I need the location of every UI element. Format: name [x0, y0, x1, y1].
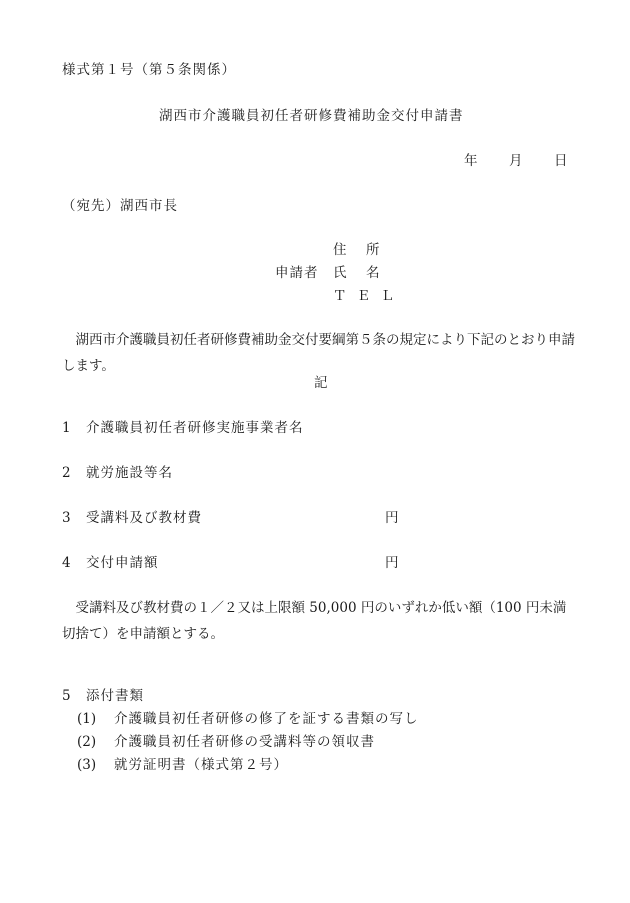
applicant-label: 申請者 — [275, 265, 319, 281]
attachment-number: (3) — [77, 757, 97, 773]
item-number: 4 — [62, 555, 71, 571]
applicant-address-label: 住 所 — [333, 242, 383, 258]
attachment-text: 介護職員初任者研修の修了を証する書類の写し — [114, 711, 419, 727]
item-label: 就労施設等名 — [86, 465, 173, 481]
intro-paragraph: 湖西市介護職員初任者研修費補助金交付要綱第５条の規定により下記のとおり申請します。 — [62, 332, 575, 374]
attachment-text: 就労証明書（様式第２号） — [114, 757, 288, 773]
item-unit: 円 — [385, 510, 399, 526]
attachments-title: 添付書類 — [86, 688, 144, 704]
date-year: 年 — [464, 153, 478, 169]
item-number: 2 — [62, 465, 71, 481]
attachment-text: 介護職員初任者研修の受講料等の領収書 — [114, 734, 375, 750]
date-day: 日 — [554, 153, 568, 169]
applicant-name-label: 氏 名 — [333, 265, 383, 281]
item-number: 3 — [62, 510, 71, 526]
attachment-number: (2) — [77, 734, 97, 750]
item-label: 交付申請額 — [86, 555, 159, 571]
item-label: 受講料及び教材費 — [86, 510, 202, 526]
note-paragraph: 受講料及び教材費の１／２又は上限額 50,000 円のいずれか低い額（100 円未満切捨て）を申請額とする。 — [62, 600, 567, 642]
ki-heading: 記 — [314, 375, 328, 391]
addressee: （宛先）湖西市長 — [62, 198, 178, 214]
item-label: 介護職員初任者研修実施事業者名 — [86, 420, 304, 436]
date-month: 月 — [509, 153, 523, 169]
item-number: 5 — [62, 688, 71, 704]
applicant-tel-label: Ｔ Ｅ Ｌ — [333, 288, 398, 304]
item-number: 1 — [62, 420, 71, 436]
attachment-number: (1) — [77, 711, 97, 727]
form-number: 様式第１号（第５条関係） — [62, 62, 236, 78]
item-unit: 円 — [385, 555, 399, 571]
page-title: 湖西市介護職員初任者研修費補助金交付申請書 — [159, 108, 464, 124]
